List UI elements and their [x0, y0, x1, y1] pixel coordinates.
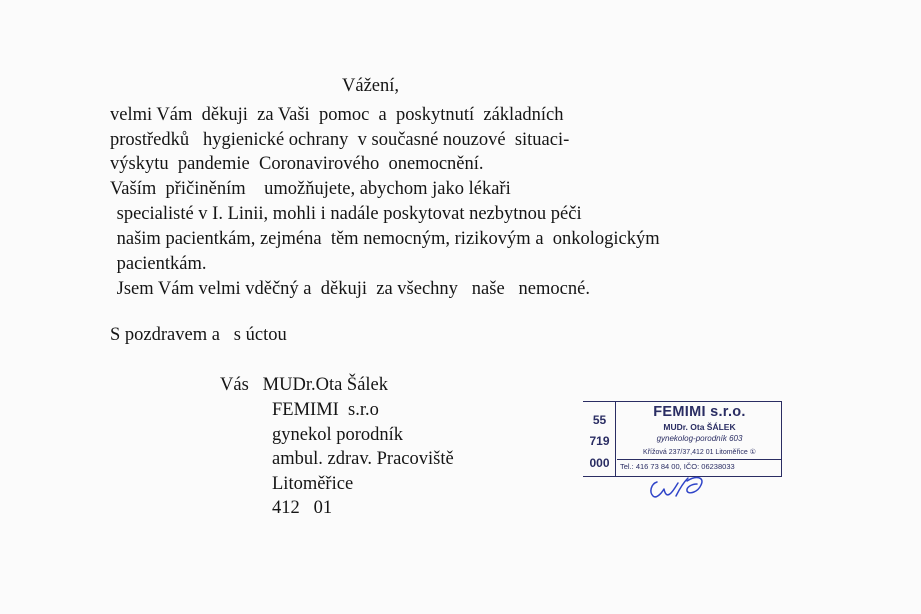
signature-workplace: ambul. zdrav. Pracoviště	[272, 449, 454, 469]
signature-company: FEMIMI s.r.o	[272, 400, 379, 420]
body-line-4: Vaším přičiněním umožňujete, abychom jako lékaři	[110, 179, 511, 199]
signature-postal-code: 412 01	[272, 498, 333, 518]
stamp-number-1: 55	[592, 413, 607, 427]
company-stamp	[583, 401, 782, 477]
stamp-doctor-name: MUDr. Ota ŠÁLEK	[663, 422, 736, 432]
signature-role: gynekol porodník	[272, 425, 404, 445]
stamp-specialty: gynekolog-porodník 603	[656, 434, 743, 443]
signature-greeting: Vás MUDr.Ota Šálek	[220, 375, 389, 395]
stamp-divider	[617, 459, 782, 460]
stamp-number-column	[583, 402, 616, 476]
stamp-address: Křížová 237/37,412 01 Litoměřice ①	[643, 449, 756, 456]
stamp-number-3: 000	[589, 456, 610, 470]
closing: S pozdravem a s úctou	[110, 325, 287, 345]
stamp-phone: Tel.: 416 73 84 00, IČO: 06238033	[620, 462, 735, 471]
body-line-1: velmi Vám děkuji za Vaši pomoc a poskytnutí základních	[110, 105, 564, 125]
body-line-7: pacientkám.	[112, 254, 207, 274]
stamp-company-name: FEMIMI s.r.o.	[653, 404, 746, 420]
stamp-number-2: 719	[589, 434, 610, 448]
signature-city: Litoměřice	[272, 474, 354, 494]
body-line-2: prostředků hygienické ochrany v současné nouzové situaci-	[110, 130, 570, 150]
handwritten-signature	[645, 472, 715, 502]
body-line-6: našim pacientkám, zejména těm nemocným, rizikovým a onkologickým	[112, 229, 660, 249]
body-line-3: výskytu pandemie Coronavirového onemocnění.	[110, 154, 484, 174]
body-line-5: specialisté v I. Linii, mohli i nadále poskytovat nezbytnou péči	[112, 204, 582, 224]
salutation: Vážení,	[342, 76, 400, 96]
body-line-8: Jsem Vám velmi vděčný a děkuji za všechny naše nemocné.	[112, 279, 590, 299]
